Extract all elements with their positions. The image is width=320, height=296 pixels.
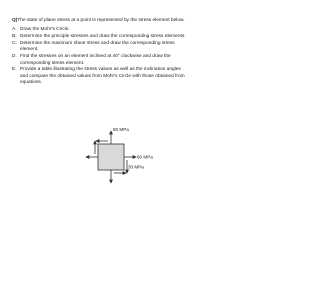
question-part-a (12, 27, 188, 33)
shear-stress-label: 30 MPa (128, 164, 144, 170)
part-letter: B. (12, 34, 17, 40)
question-part-b (12, 34, 188, 40)
stress-element-figure (80, 124, 160, 196)
right-stress-label: 60 MPa (137, 154, 153, 160)
part-text: Provide a table illustrating the stress values as well as the inclination angles and compare the obtained values from Mohr's Circle with those obtained from equations. (20, 67, 185, 86)
question-parts-list (12, 27, 188, 86)
stress-element-diagram (80, 124, 160, 196)
question-part-d (12, 54, 188, 67)
question-part-c (12, 41, 188, 54)
part-text: Find the stresses on an element inclined at 40° clockwise and draw the corresponding stress element. (20, 54, 171, 66)
question-label: Q) (12, 18, 18, 23)
question-intro (12, 18, 188, 24)
question-block (12, 18, 188, 87)
part-text: Determine the principle stresses and draw the corresponding stress elements. (20, 34, 186, 40)
part-text: Determine the maximum shear stress and draw the corresponding stress element. (20, 41, 175, 53)
part-letter: D. (12, 54, 17, 60)
stress-element-square (98, 144, 124, 170)
part-letter: E. (12, 67, 17, 73)
part-letter: A. (12, 27, 17, 33)
question-part-e (12, 67, 188, 86)
question-intro-text: The state of plane stress at a point is represented by the stress element below. (17, 18, 185, 23)
top-stress-label: 80 MPa (113, 127, 129, 132)
part-letter: C. (12, 41, 17, 46)
part-text: Draw the Mohr's Circle. (20, 27, 70, 33)
